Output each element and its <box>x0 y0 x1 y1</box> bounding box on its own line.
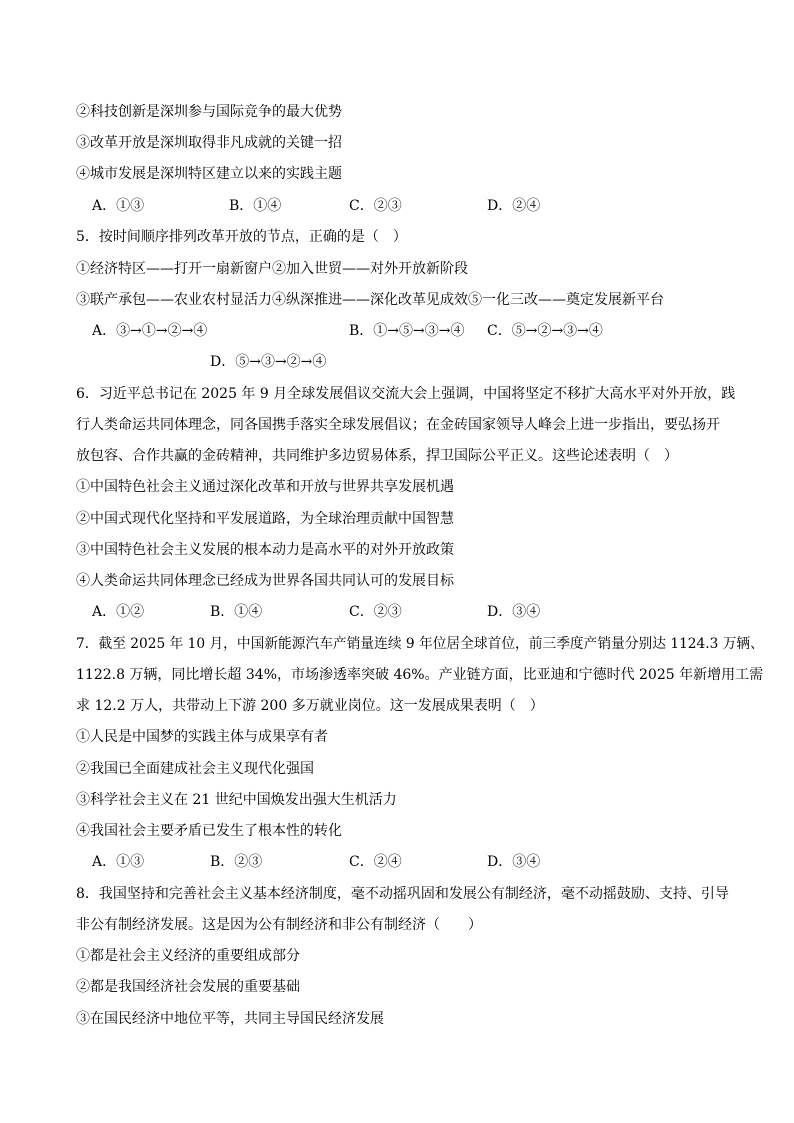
q6-option-d[interactable]: D．③④ <box>487 604 541 620</box>
q6-statement-1: ①中国特色社会主义通过深化改革和开放与世界共享发展机遇 <box>76 479 454 495</box>
q8-statement-2: ②都是我国经济社会发展的重要基础 <box>76 979 300 995</box>
q4-option-c[interactable]: C．②③ <box>349 198 402 214</box>
q6-option-a[interactable]: A．①② <box>92 604 145 620</box>
q7-statement-1: ①人民是中国梦的实践主体与成果享有者 <box>76 729 328 745</box>
q7-option-c[interactable]: C．②④ <box>349 854 402 870</box>
q4-option-b[interactable]: B．①④ <box>229 198 282 214</box>
q8-statement-1: ①都是社会主义经济的重要组成部分 <box>76 948 300 964</box>
q4-statement-3: ③改革开放是深圳取得非凡成就的关键一招 <box>76 135 342 151</box>
q8-stem-line-2: 非公有制经济发展。这是因为公有制经济和非公有制经济（ ） <box>76 917 482 933</box>
q6-stem-line-1: 6．习近平总书记在 2025 年 9 月全球发展倡议交流大会上强调，中国将坚定不移扩大高水平对外开放，践 <box>76 386 736 402</box>
q7-statement-2: ②我国已全面建成社会主义现代化强国 <box>76 761 314 777</box>
q5-option-b[interactable]: B．①→⑤→③→④ <box>349 323 465 339</box>
q7-option-b[interactable]: B．②③ <box>210 854 263 870</box>
q7-statement-4: ④我国社会主要矛盾已发生了根本性的转化 <box>76 823 342 839</box>
q4-statement-2: ②科技创新是深圳参与国际竞争的最大优势 <box>76 104 342 120</box>
q6-statement-4: ④人类命运共同体理念已经成为世界各国共同认可的发展目标 <box>76 573 454 589</box>
q5-statements-line-2: ③联产承包——农业农村显活力④纵深推进——深化改革见成效⑤一化三改——奠定发展新平台 <box>76 292 664 308</box>
q4-statement-4: ④城市发展是深圳特区建立以来的实践主题 <box>76 166 342 182</box>
q6-option-c[interactable]: C．②③ <box>349 604 402 620</box>
q7-statement-3: ③科学社会主义在 21 世纪中国焕发出强大生机活力 <box>76 792 397 808</box>
q4-option-d[interactable]: D．②④ <box>487 198 541 214</box>
q6-option-b[interactable]: B．①④ <box>210 604 263 620</box>
q8-stem-line-1: 8．我国坚持和完善社会主义基本经济制度，毫不动摇巩固和发展公有制经济，毫不动摇鼓励、支持、引导 <box>76 886 729 902</box>
q4-option-a[interactable]: A．①③ <box>92 198 145 214</box>
q7-stem-line-3: 求 12.2 万人，共带动上下游 200 多万就业岗位。这一发展成果表明（ ） <box>76 698 544 714</box>
q6-stem-line-3: 放包容、合作共赢的金砖精神，共同维护多边贸易体系，捍卫国际公平正义。这些论述表明（ ） <box>76 448 678 464</box>
q7-option-d[interactable]: D．③④ <box>487 854 541 870</box>
q7-option-a[interactable]: A．①③ <box>92 854 145 870</box>
q6-statement-3: ③中国特色社会主义发展的根本动力是高水平的对外开放政策 <box>76 542 454 558</box>
q5-statements-line-1: ①经济特区——打开一扇新窗户②加入世贸——对外开放新阶段 <box>76 261 468 277</box>
q6-statement-2: ②中国式现代化坚持和平发展道路，为全球治理贡献中国智慧 <box>76 511 454 527</box>
q5-stem: 5．按时间顺序排列改革开放的节点，正确的是（ ） <box>76 229 407 245</box>
q5-option-d[interactable]: D．⑤→③→②→④ <box>210 354 327 370</box>
q6-stem-line-2: 行人类命运共同体理念，同各国携手落实全球发展倡议；在金砖国家领导人峰会上进一步指出，要弘扬开 <box>76 417 720 433</box>
q7-stem-line-1: 7．截至 2025 年 10 月，中国新能源汽车产销量连续 9 年位居全球首位，前三季度产销量分别达 1124.3 万辆、 <box>76 636 764 652</box>
q5-option-a[interactable]: A．③→①→②→④ <box>92 323 208 339</box>
q7-stem-line-2: 1122.8 万辆，同比增长超 34%，市场渗透率突破 46%。产业链方面，比亚迪和宁德时代 2025 年新增用工需 <box>76 667 764 683</box>
q8-statement-3: ③在国民经济中地位平等，共同主导国民经济发展 <box>76 1011 384 1027</box>
q5-option-c[interactable]: C．⑤→②→③→④ <box>487 323 603 339</box>
